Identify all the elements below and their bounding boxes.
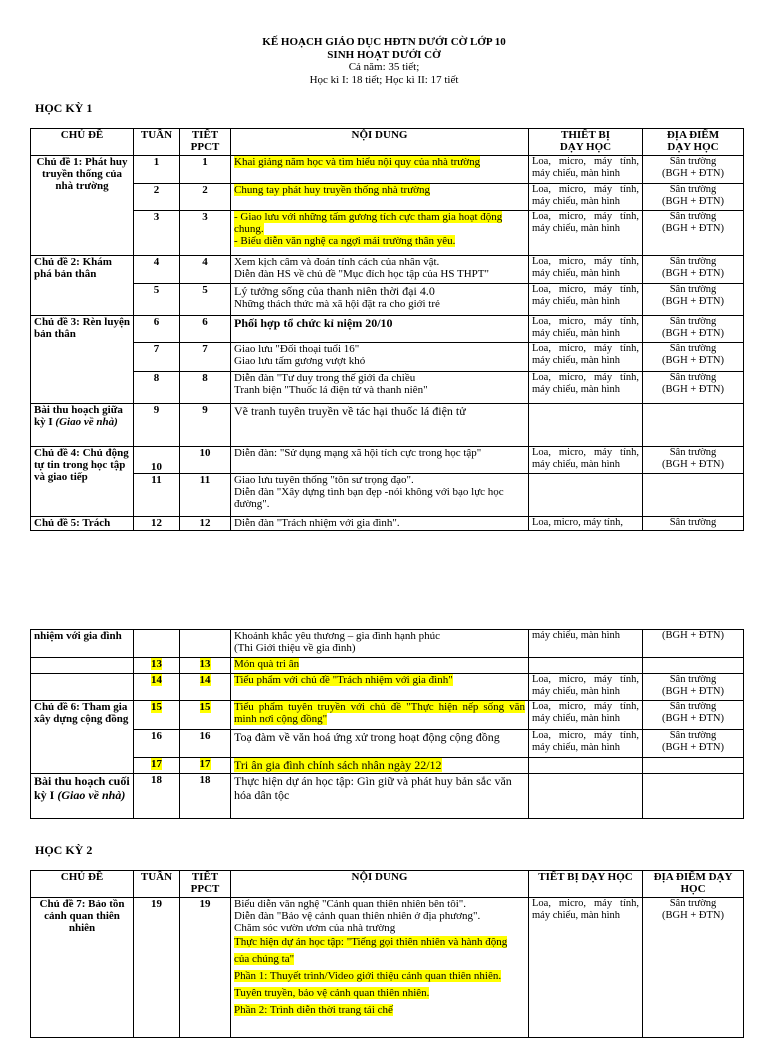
table-row — [31, 517, 744, 531]
week-cell — [134, 758, 180, 774]
week-cell: 16 — [134, 730, 180, 758]
location-cell: Sân trường (BGH + ĐTN) — [643, 898, 744, 1038]
week-cell: 18 — [134, 774, 180, 819]
week-cell — [134, 701, 180, 730]
location-cell: Sân trường (BGH + ĐTN) — [643, 674, 744, 701]
location-cell: Sân trường (BGH + ĐTN) — [643, 156, 744, 184]
content-cell: Giao lưu tuyên thống "tôn sư trọng đạo". Diễn đàn "Xây dựng tình bạn đẹp -nói không với bạo lực học đường". — [231, 474, 529, 517]
location-cell — [643, 404, 744, 447]
semester-1-table — [30, 128, 744, 531]
content-text: Chung tay phát huy truyền thống nhà trường — [234, 184, 431, 196]
week-cell: 9 — [134, 404, 180, 447]
week-cell: 7 — [134, 343, 180, 372]
content-cell: Vẽ tranh tuyên truyền về tác hại thuốc lá điện tử — [231, 404, 529, 447]
week-cell — [134, 658, 180, 674]
period-cell — [180, 701, 231, 730]
week-cell: 3 — [134, 211, 180, 256]
equipment-cell — [529, 404, 643, 447]
content-cell — [231, 284, 529, 316]
col-week: TUẦN — [134, 871, 180, 898]
week-cell — [134, 674, 180, 701]
semester-2-table — [30, 870, 744, 1038]
period-cell — [180, 674, 231, 701]
content-cell — [231, 758, 529, 774]
location-cell: Sân trường — [643, 517, 744, 531]
table-row — [31, 343, 744, 372]
week-text: 15 — [151, 701, 162, 713]
content-text: - Giao lưu với những tấm gương tích cực tham gia hoạt động chung. — [234, 211, 503, 235]
col-equipment: TIẾT BỊ DẠY HỌC — [529, 871, 643, 898]
period-cell: 10 — [180, 447, 231, 474]
week-cell: 10 — [134, 447, 180, 474]
table-row — [31, 701, 744, 730]
week-cell: 1 — [134, 156, 180, 184]
col-location: ĐỊA ĐIỂM DẠY HỌC — [643, 129, 744, 156]
table-row — [31, 184, 744, 211]
equipment-cell: Loa, micro, máy tính, máy chiếu, màn hình — [529, 343, 643, 372]
content-cell: Phối hợp tổ chức kỉ niệm 20/10 — [231, 316, 529, 343]
equipment-cell — [529, 758, 643, 774]
location-cell: Sân trường (BGH + ĐTN) — [643, 316, 744, 343]
equipment-cell: Loa, micro, máy tính, máy chiếu, màn hình — [529, 730, 643, 758]
week-cell: 5 — [134, 284, 180, 316]
content-cell: Diễn đàn: "Sử dụng mạng xã hội tích cực trong học tập" — [231, 447, 529, 474]
topic-cell: Chủ đề 5: Trách — [31, 517, 134, 531]
location-cell: Sân trường (BGH + ĐTN) — [643, 372, 744, 404]
content-text: Thực hiện dự án học tập: "Tiếng gọi thiên nhiên và hành động của chúng ta" — [234, 936, 508, 965]
equipment-cell — [529, 774, 643, 819]
content-cell: Toạ đàm về văn hoá ứng xử trong hoạt động cộng đồng — [231, 730, 529, 758]
content-cell: Diễn đàn "Trách nhiệm với gia đình". — [231, 517, 529, 531]
semester-split-line: Học kì I: 18 tiết; Học kì II: 17 tiết — [309, 73, 459, 86]
period-cell — [180, 630, 231, 658]
content-cell: Khoảnh khắc yêu thương – gia đình hạnh phúc (Thi Giới thiệu về gia đình) — [231, 630, 529, 658]
week-cell: 2 — [134, 184, 180, 211]
equipment-cell: Loa, micro, máy tính, — [529, 517, 643, 531]
equipment-cell — [529, 658, 643, 674]
col-period: TIẾT PPCT — [180, 871, 231, 898]
topic-cell — [31, 658, 134, 674]
topic-cell: nhiệm với gia đình — [31, 630, 134, 658]
col-topic: CHỦ ĐỀ — [31, 129, 134, 156]
topic-cell: Chủ đề 7: Bảo tồn cảnh quan thiên nhiên — [31, 898, 134, 1038]
period-cell: 7 — [180, 343, 231, 372]
table-row — [31, 284, 744, 316]
period-cell: 6 — [180, 316, 231, 343]
topic-text: Bài thu hoạch cuối kỳ I — [34, 774, 130, 802]
location-cell: Sân trường (BGH + ĐTN) — [643, 184, 744, 211]
col-location: ĐỊA ĐIỂM DẠY HỌC — [643, 871, 744, 898]
col-content: NỘI DUNG — [231, 129, 529, 156]
topic-cell: Chủ đề 1: Phát huy truyền thống của nhà trường — [31, 156, 134, 256]
table-row — [31, 630, 744, 658]
location-cell: (BGH + ĐTN) — [643, 630, 744, 658]
content-cell: Thực hiện dự án học tập: Gìn giữ và phát huy bản sắc văn hóa dân tộc — [231, 774, 529, 819]
content-cell — [231, 674, 529, 701]
semester-1-table-continued — [30, 629, 744, 819]
topic-cell: Chủ đề 2: Khám phá bản thân — [31, 256, 134, 316]
document-subtitle: SINH HOẠT DƯỚI CỜ — [327, 48, 441, 61]
table-header-row — [31, 129, 744, 156]
table-row — [31, 316, 744, 343]
location-cell: Sân trường (BGH + ĐTN) — [643, 701, 744, 730]
col-topic: CHỦ ĐỀ — [31, 871, 134, 898]
topic-note: (Giao về nhà) — [57, 788, 126, 802]
content-cell — [231, 211, 529, 256]
period-cell: 16 — [180, 730, 231, 758]
equipment-cell: Loa, micro, máy tính, máy chiếu, màn hình — [529, 184, 643, 211]
content-cell — [231, 701, 529, 730]
period-cell: 11 — [180, 474, 231, 517]
col-content: NỘI DUNG — [231, 871, 529, 898]
topic-cell: Chủ đề 6: Tham gia xây dựng cộng đồng — [31, 701, 134, 774]
semester-1-heading: HỌC KỲ 1 — [35, 101, 93, 115]
table-row — [31, 211, 744, 256]
content-text: Những thách thức mà xã hội đặt ra cho giới trẻ — [234, 298, 440, 310]
period-cell: 1 — [180, 156, 231, 184]
period-cell: 5 — [180, 284, 231, 316]
equipment-cell — [529, 474, 643, 517]
content-cell: Diễn đàn "Tư duy trong thế giới đa chiều Tranh biện "Thuốc lá điện tử và thanh niên" — [231, 372, 529, 404]
content-text: Tiểu phẩm tuyên truyền với chủ đề "Thực hiện nếp sống văn minh nơi cộng đồng" — [234, 701, 525, 725]
content-text: Phần 1: Thuyết trình/Video giới thiệu cảnh quan thiên nhiên. Tuyên truyền, bảo vệ cảnh quan thiên nhiên. — [234, 970, 502, 999]
equipment-cell: Loa, micro, máy tính, máy chiếu, màn hình — [529, 447, 643, 474]
period-cell: 9 — [180, 404, 231, 447]
content-cell — [231, 156, 529, 184]
content-text: Khai giảng năm học và tìm hiểu nội quy của nhà trường — [234, 156, 481, 168]
content-cell — [231, 658, 529, 674]
week-cell: 11 — [134, 474, 180, 517]
table-row — [31, 372, 744, 404]
year-total-line: Cả năm: 35 tiết; — [348, 61, 420, 73]
content-cell — [231, 898, 529, 1038]
week-cell: 12 — [134, 517, 180, 531]
topic-cell — [31, 404, 134, 447]
period-cell: 19 — [180, 898, 231, 1038]
equipment-cell: máy chiếu, màn hình — [529, 630, 643, 658]
equipment-cell: Loa, micro, máy tính, máy chiếu, màn hình — [529, 372, 643, 404]
table-row — [31, 774, 744, 819]
content-text: Lý tưởng sống của thanh niên thời đại 4.0 — [234, 284, 435, 298]
col-period: TIẾT PPCT — [180, 129, 231, 156]
location-cell: Sân trường (BGH + ĐTN) — [643, 256, 744, 284]
content-text: Món quà tri ân — [234, 658, 300, 670]
col-equipment: THIẾT BỊ DẠY HỌC — [529, 129, 643, 156]
content-cell — [231, 184, 529, 211]
topic-cell — [31, 774, 134, 819]
content-cell: Giao lưu "Đối thoại tuổi 16" Giao lưu tấm gương vượt khó — [231, 343, 529, 372]
document-title: KẾ HOẠCH GIÁO DỤC HĐTN DƯỚI CỜ LỚP 10 — [262, 36, 506, 48]
content-text: Biểu diễn văn nghệ "Cảnh quan thiên nhiên bên tôi". Diễn đàn "Bảo vệ cảnh quan thiên nhiên ở địa phương". Chăm sóc vườn ươm của nhà trường — [234, 898, 481, 934]
location-cell: Sân trường (BGH + ĐTN) — [643, 730, 744, 758]
topic-cell: Chủ đề 4: Chủ động tự tin trong học tập và giao tiếp — [31, 447, 134, 517]
week-cell: 8 — [134, 372, 180, 404]
content-text: Tri ân gia đình chính sách nhân ngày 22/12 — [234, 758, 442, 772]
table-row — [31, 898, 744, 1038]
topic-note: (Giao về nhà) — [55, 416, 118, 428]
period-cell: 2 — [180, 184, 231, 211]
period-cell: 8 — [180, 372, 231, 404]
period-text: 13 — [199, 658, 211, 670]
equipment-cell: Loa, micro, máy tính, máy chiếu, màn hình — [529, 316, 643, 343]
week-text: 13 — [151, 658, 162, 670]
table-row — [31, 658, 744, 674]
table-row — [31, 758, 744, 774]
week-cell: 19 — [134, 898, 180, 1038]
content-cell: Xem kịch câm và đoán tính cách của nhân vật. Diễn đàn HS về chủ đề "Mục đích học tập của HS THPT" — [231, 256, 529, 284]
location-cell: Sân trường (BGH + ĐTN) — [643, 447, 744, 474]
period-text: 17 — [199, 758, 211, 770]
equipment-cell: Loa, micro, máy tính, máy chiếu, màn hình — [529, 284, 643, 316]
location-cell: Sân trường (BGH + ĐTN) — [643, 284, 744, 316]
week-text: 14 — [151, 674, 162, 686]
equipment-cell: Loa, micro, máy tính, máy chiếu, màn hình — [529, 701, 643, 730]
topic-text: Bài thu hoạch giữa kỳ I — [34, 404, 123, 428]
week-cell: 6 — [134, 316, 180, 343]
content-text: Phần 2: Trình diễn thời trang tái chế — [234, 1004, 393, 1016]
semester-2-heading: HỌC KỲ 2 — [35, 843, 93, 857]
location-cell: Sân trường (BGH + ĐTN) — [643, 343, 744, 372]
table-row — [31, 674, 744, 701]
table-row — [31, 474, 744, 517]
week-cell — [134, 630, 180, 658]
equipment-cell: Loa, micro, máy tính, máy chiếu, màn hình — [529, 156, 643, 184]
document-header — [0, 36, 768, 86]
period-text: 15 — [199, 701, 211, 713]
location-cell — [643, 474, 744, 517]
table-row — [31, 256, 744, 284]
location-cell — [643, 774, 744, 819]
location-cell: Sân trường (BGH + ĐTN) — [643, 211, 744, 256]
period-cell: 3 — [180, 211, 231, 256]
period-cell — [180, 658, 231, 674]
week-cell: 4 — [134, 256, 180, 284]
table-header-row — [31, 871, 744, 898]
equipment-cell: Loa, micro, máy tính, máy chiếu, màn hình — [529, 256, 643, 284]
content-text: - Biểu diễn văn nghệ ca ngợi mái trường thân yêu. — [234, 235, 456, 247]
period-cell: 4 — [180, 256, 231, 284]
table-row — [31, 447, 744, 474]
equipment-cell: Loa, micro, máy tính, máy chiếu, màn hình — [529, 211, 643, 256]
table-row — [31, 404, 744, 447]
topic-cell — [31, 674, 134, 701]
table-row — [31, 156, 744, 184]
col-week: TUẦN — [134, 129, 180, 156]
period-text: 14 — [199, 674, 211, 686]
period-cell — [180, 758, 231, 774]
period-cell: 12 — [180, 517, 231, 531]
equipment-cell: Loa, micro, máy tính, máy chiếu, màn hình — [529, 898, 643, 1038]
week-text: 17 — [151, 758, 162, 770]
table-row — [31, 730, 744, 758]
content-text: Tiểu phẩm với chủ đề "Trách nhiệm với gia đình" — [234, 674, 453, 686]
period-cell: 18 — [180, 774, 231, 819]
topic-cell: Chủ đề 3: Rèn luyện bản thân — [31, 316, 134, 404]
location-cell — [643, 658, 744, 674]
location-cell — [643, 758, 744, 774]
equipment-cell: Loa, micro, máy tính, máy chiếu, màn hình — [529, 674, 643, 701]
